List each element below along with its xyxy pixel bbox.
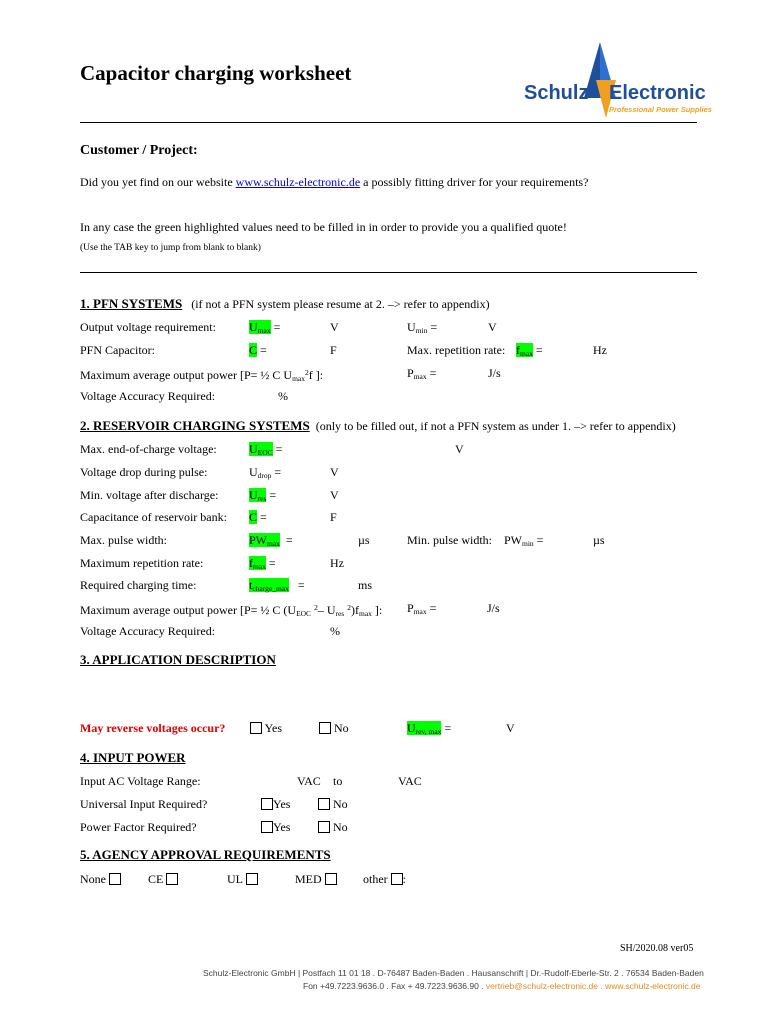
power-factor-label: Power Factor Required? [80,820,197,834]
pmax2-sub: max [413,607,427,616]
pf-no-option[interactable] [318,820,348,834]
formula-post: f ]: [308,368,324,382]
udrop-symbol: U [249,465,258,479]
logo-name-1: Schulz [524,82,589,104]
fmax-field[interactable] [516,343,543,361]
formula-sub1: EOC [296,609,312,618]
equals: = [430,320,438,334]
ures-sub: res [257,494,267,503]
yes-label: Yes [273,797,291,811]
eoc-label: Max. end-of-charge voltage: [80,442,217,456]
section-1-heading [80,297,490,311]
accuracy2-label: Voltage Accuracy Required: [80,624,216,638]
udrop-sub: drop [257,471,272,480]
udrop-unit: V [330,465,339,479]
fmax-symbol: f [516,343,520,357]
pwmin-unit: µs [593,533,605,547]
other-label: other [363,872,388,886]
accuracy-unit[interactable]: % [278,389,288,403]
pmax-sub: max [413,372,427,381]
formula-sup: 2 [304,368,309,377]
equals: = [429,601,437,615]
med-label: MED [295,872,322,886]
yes-label: Yes [264,721,283,735]
universal-no-checkbox[interactable] [318,798,330,810]
universal-yes-checkbox[interactable] [261,798,273,810]
min-after-label: Min. voltage after discharge: [80,488,219,502]
section-2-heading [80,419,676,433]
formula-mid: – U [317,603,336,617]
umin-unit: V [488,320,497,334]
agency-med-option[interactable] [295,872,337,886]
section-2-note: (only to be filled out, if not a PFN system as under 1. –> refer to appendix) [315,419,676,433]
udrop-field[interactable] [249,465,281,483]
pfn-capacitor-label: PFN Capacitor: [80,343,155,357]
s2-power-formula [80,601,382,621]
ul-checkbox[interactable] [246,873,258,885]
other-checkbox[interactable] [391,873,403,885]
none-checkbox[interactable] [109,873,121,885]
equals: = [274,465,282,479]
accuracy-label: Voltage Accuracy Required: [80,389,216,403]
ueoc-unit: V [455,442,464,456]
pmax2-symbol: P [407,601,414,615]
no-label: No [333,820,348,834]
ures-symbol: U [249,488,258,502]
formula-pre: Maximum average output power [P= ½ C (U [80,603,297,617]
umax-unit: V [330,320,339,334]
to-label: to [333,774,343,788]
formula-end: ]: [371,603,383,617]
reverse-voltage-question: May reverse voltages occur? [80,721,226,735]
med-checkbox[interactable] [325,873,337,885]
accuracy2-unit[interactable]: % [330,624,340,638]
pwmax-sub: max [267,539,280,548]
c2-field[interactable] [249,510,267,524]
footer-contact [303,979,701,993]
equals: = [268,556,276,570]
output-voltage-label: Output voltage requirement: [80,320,216,334]
website-post: a possibly fitting driver for your requirements? [360,175,589,189]
equals: = [273,320,281,334]
logo-tagline: Professional Power Supplies [609,105,712,114]
pmax-symbol: P [407,366,414,380]
equals: = [429,366,437,380]
reverse-no-option[interactable] [319,721,349,735]
tab-note: (Use the TAB key to jump from blank to blank) [80,243,261,253]
ueoc-symbol: U [249,442,258,456]
ueoc-field[interactable] [249,442,282,460]
equals: = [444,721,452,735]
pwmax-field[interactable] [249,533,293,551]
pmax2-unit: J/s [487,601,500,615]
equals: = [285,533,293,547]
equals: = [275,442,283,456]
ac-range-label: Input AC Voltage Range: [80,774,201,788]
c2-unit: F [330,510,337,524]
reverse-no-checkbox[interactable] [319,722,331,734]
reverse-yes-checkbox[interactable] [250,722,262,734]
pmax-field[interactable] [407,366,436,384]
other-colon: : [402,872,406,886]
website-pre: Did you yet find on our website [80,175,236,189]
green-note: In any case the green highlighted values need to be filled in in order to provide you a qualified quote! [80,220,567,234]
c-symbol: C [249,343,258,357]
umax-symbol: U [249,320,258,334]
formula-sub: max [292,374,305,383]
max-rep-label: Max. repetition rate: [407,343,506,357]
reverse-yes-option[interactable] [250,721,282,735]
section-4-heading: 4. INPUT POWER [80,750,186,765]
equals: = [535,343,543,357]
customer-project-label: Customer / Project: [80,143,198,158]
equals: = [269,488,277,502]
pf-no-checkbox[interactable] [318,821,330,833]
equals: = [260,510,267,524]
umax-sub: max [257,326,271,335]
fmax2-field[interactable] [249,556,276,574]
vac-max-unit[interactable]: VAC [398,774,422,788]
urev-field[interactable] [407,721,451,739]
section-3-heading: 3. APPLICATION DESCRIPTION [80,652,276,667]
fmax-sub: max [520,349,533,358]
c-field[interactable] [249,343,267,357]
tcharge-unit: ms [358,578,373,592]
pwmin-sub: min [522,539,534,548]
umax-field[interactable] [249,320,280,338]
fmax2-sub: max [253,562,266,571]
pwmax-symbol: PW [249,533,267,547]
umin-field[interactable] [407,320,437,338]
logo-name-2: Electronic [609,82,706,104]
divider [80,122,697,123]
none-label: None [80,872,106,886]
ce-label: CE [148,872,164,886]
website-link[interactable]: www.schulz-electronic.de [235,175,361,189]
no-label: No [333,797,348,811]
ures-unit: V [330,488,339,502]
pf-yes-option[interactable] [261,820,290,834]
fmax-unit: Hz [593,343,607,357]
fmax2-symbol: f [249,556,253,570]
fmax2-unit: Hz [330,556,344,570]
universal-input-label: Universal Input Required? [80,797,208,811]
ueoc-sub: EOC [257,448,273,457]
vac-min-unit[interactable]: VAC [297,774,321,788]
yes-label: Yes [273,820,291,834]
pmax2-field[interactable] [407,601,436,619]
rep-label: Maximum repetition rate: [80,556,204,570]
ul-label: UL [227,872,243,886]
agency-ce-option[interactable] [148,872,178,886]
max-power-formula [80,366,323,386]
footer-email-web[interactable]: vertrieb@schulz-electronic.de . www.schulz-electronic.de [485,981,701,991]
website-line [80,175,588,189]
cap-label: Capacitance of reservoir bank: [80,510,227,524]
pmax-unit: J/s [488,366,501,380]
company-logo [520,40,712,120]
pwmax-unit: µs [358,533,370,547]
pwmin-symbol: PW [504,533,522,547]
divider [80,272,697,273]
universal-no-option[interactable] [318,797,348,811]
urev-sub: rev, max [415,727,442,736]
urev-symbol: U [407,721,416,735]
agency-other-option[interactable] [363,872,406,886]
section-1-title: 1. PFN SYSTEMS [80,296,183,311]
umin-sub: min [415,326,428,335]
formula-sup1: 2 [314,603,318,612]
formula-sup2: 2 [347,603,351,612]
equals: = [536,533,544,547]
ures-field[interactable] [249,488,276,506]
formula-pre: Maximum average output power [P= ½ C U [80,368,293,382]
ce-checkbox[interactable] [166,873,178,885]
agency-ul-option[interactable] [227,872,258,886]
drop-label: Voltage drop during pulse: [80,465,208,479]
tcharge-field[interactable] [249,578,305,596]
formula-sub2: res [335,609,345,618]
equals: = [297,578,305,592]
min-pulse-label: Min. pulse width: [407,533,493,547]
tcharge-symbol: t [249,578,253,592]
page-title: Capacitor charging worksheet [80,61,352,85]
universal-yes-option[interactable] [261,797,290,811]
equals: = [260,343,267,357]
section-5-heading: 5. AGENCY APPROVAL REQUIREMENTS [80,847,331,862]
c-unit: F [330,343,337,357]
formula-post: )f [350,603,359,617]
pulse-label: Max. pulse width: [80,533,167,547]
no-label: No [334,721,349,735]
agency-none-option[interactable] [80,872,121,886]
footer-address: Schulz-Electronic GmbH | Postfach 11 01 18 . D-76487 Baden-Baden . Hausanschrift | Dr.-Rudolf-Eberle-Str. 2 . 76534 Baden-Baden [203,968,704,978]
charge-time-label: Required charging time: [80,578,197,592]
pf-yes-checkbox[interactable] [261,821,273,833]
footer-phone: Fon +49.7223.9636.0 . Fax + 49.7223.9636.90 . [303,981,486,991]
section-1-note: (if not a PFN system please resume at 2. –> refer to appendix) [191,297,490,311]
pwmin-field[interactable] [504,533,543,551]
urev-unit: V [506,721,515,735]
umin-symbol: U [407,320,416,334]
formula-sub3: max [358,609,372,618]
section-2-title: 2. RESERVOIR CHARGING SYSTEMS [80,418,310,433]
version-label: SH/2020.08 ver05 [620,943,694,954]
c2-symbol: C [249,510,258,524]
tcharge-sub: charge_max [252,584,289,593]
